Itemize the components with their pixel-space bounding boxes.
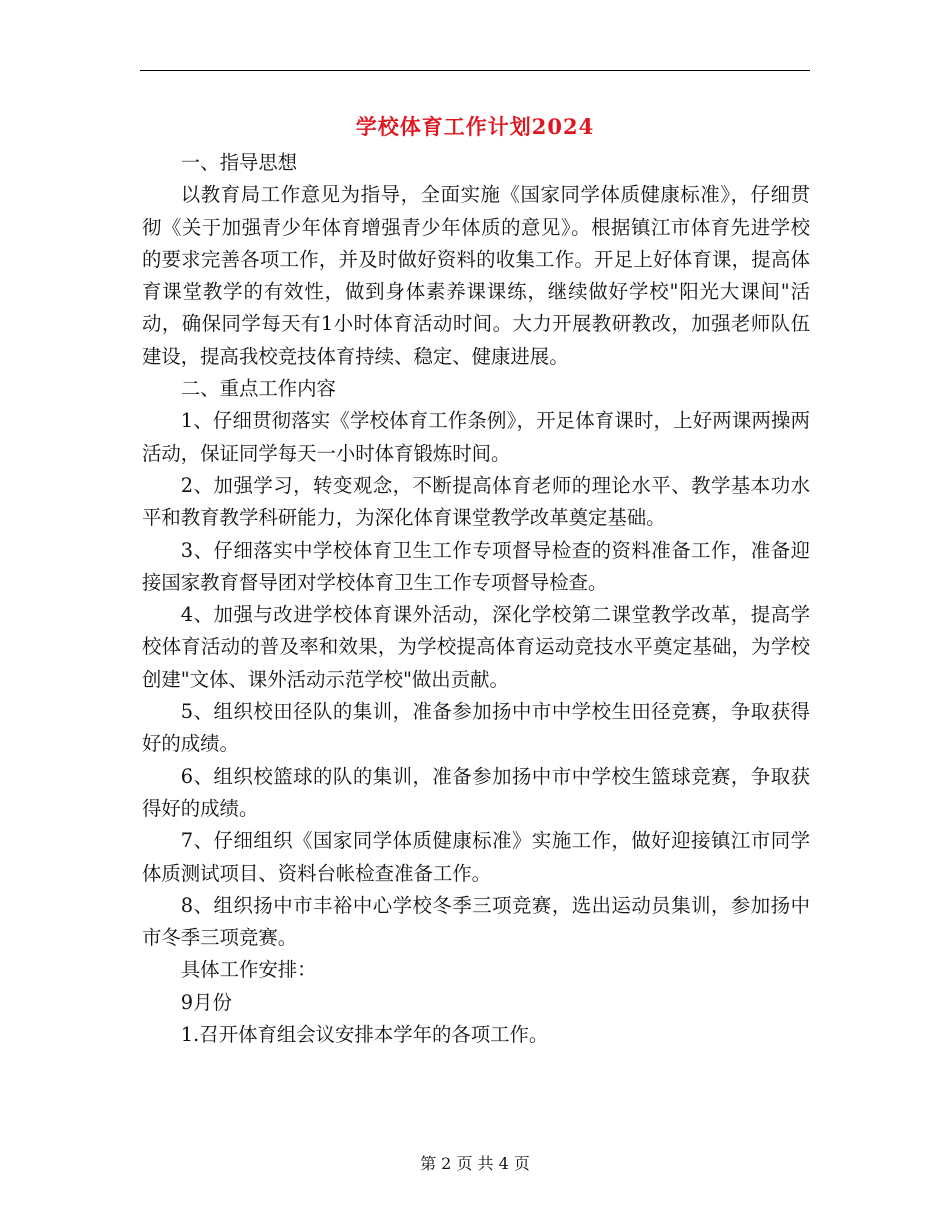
heading-key-work: 二、重点工作内容 (180, 377, 336, 401)
document-title: 学校体育工作计划2024 (355, 114, 595, 139)
page-footer (0, 1152, 950, 1176)
page-number-label: 第 2 页 共 4 页 (420, 1154, 530, 1173)
paragraph-key-work-3: 3、仔细落实中学校体育卫生工作专项督导检查的资料准备工作，准备迎接国家教育督导团对学校体育卫生工作专项督导检查。 (142, 538, 810, 594)
header-rule (140, 70, 810, 71)
paragraph-september-1: 1.召开体育组会议安排本学年的各项工作。 (180, 1023, 549, 1047)
paragraph-key-work-4: 4、加强与改进学校体育课外活动，深化学校第二课堂教学改革，提高学校体育活动的普及率和效果，为学校提高体育运动竞技水平奠定基础，为学校创建"文体、课外活动示范学校"做出贡献。 (142, 603, 810, 691)
document-body (142, 147, 810, 1051)
heading-schedule: 具体工作安排： (180, 958, 317, 982)
paragraph-key-work-7: 7、仔细组织《国家同学体质健康标准》实施工作，做好迎接镇江市同学体质测试项目、资料台帐检查准备工作。 (142, 829, 810, 885)
paragraph-guiding-ideology: 以教育局工作意见为指导，全面实施《国家同学体质健康标准》，仔细贯彻《关于加强青少年体育增强青少年体质的意见》。根据镇江市体育先进学校的要求完善各项工作，并及时做好资料的收集工作。开足上好体育课，提高体育课堂教学的有效性，做到身体素养课课练，继续做好学校"阳光大课间"活动，确保同学每天有1小时体育活动时间。大力开展教研教改，加强老师队伍建设，提高我校竞技体育持续、稳定、健康进展。 (142, 183, 810, 368)
paragraph-key-work-6: 6、组织校篮球的队的集训，准备参加扬中市中学校生篮球竞赛，争取获得好的成绩。 (142, 764, 810, 820)
heading-guiding-ideology: 一、指导思想 (180, 151, 298, 174)
heading-september: 9月份 (180, 990, 232, 1014)
paragraph-key-work-1: 1、仔细贯彻落实《学校体育工作条例》，开足体育课时，上好两课两操两活动，保证同学每天一小时体育锻炼时间。 (142, 409, 810, 465)
paragraph-key-work-8: 8、组织扬中市丰裕中心学校冬季三项竞赛，选出运动员集训，参加扬中市冬季三项竞赛。 (142, 893, 810, 950)
paragraph-key-work-2: 2、加强学习，转变观念，不断提高体育老师的理论水平、教学基本功水平和教育教学科研能力，为深化体育课堂教学改革奠定基础。 (142, 473, 810, 530)
paragraph-key-work-5: 5、组织校田径队的集训，准备参加扬中市中学校生田径竞赛，争取获得好的成绩。 (142, 700, 810, 756)
